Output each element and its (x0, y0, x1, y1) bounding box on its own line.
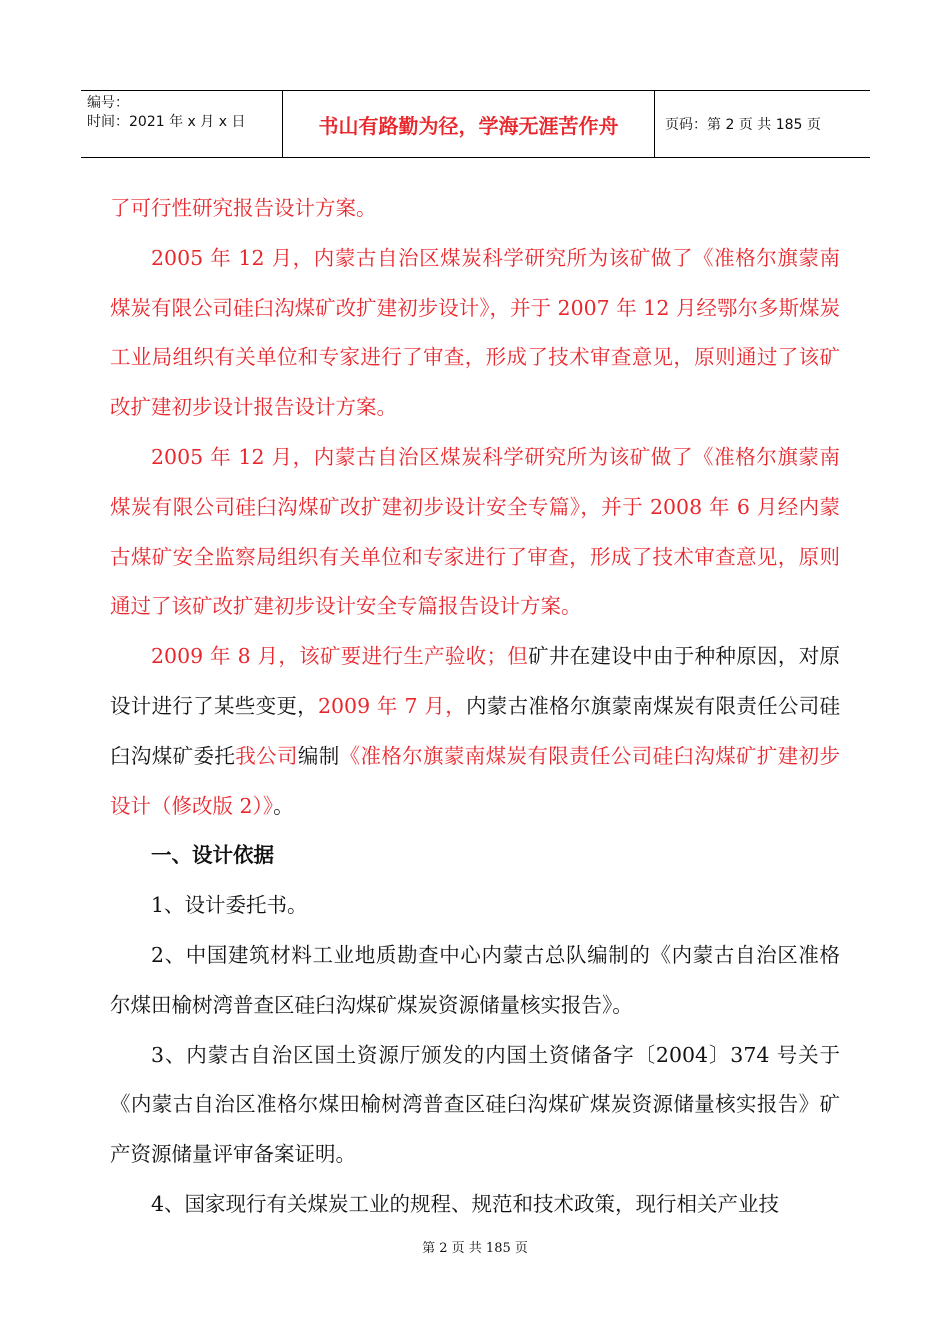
list-item: 3、内蒙古自治区国土资源厅颁发的内国土资储备字〔2004〕374 号关于《内蒙古自治区准格尔煤田榆树湾普查区硅臼沟煤矿煤炭资源储量核实报告》矿产资源储量评审备案证明。 (110, 1042, 840, 1167)
page-info-text: 页码：第 2 页 共 185 页 (665, 117, 821, 133)
number-label: 编号： (87, 95, 129, 111)
commission-date-text: 2009 年 7 月， (317, 693, 466, 718)
document-header (81, 90, 870, 158)
footer-page-number: 第 2 页 共 185 页 (422, 1241, 528, 1256)
header-meta (81, 91, 282, 157)
time-label: 时间：2021 年 x 月 x 日 (87, 114, 246, 130)
client-text: 内蒙古准格尔旗蒙南煤炭有限责任公司硅臼沟煤矿委托 (110, 693, 841, 768)
paragraph-revision (110, 632, 840, 831)
period-text: 。 (273, 793, 294, 818)
list-item: 1、设计委托书。 (151, 893, 308, 918)
header-motto (282, 91, 655, 157)
paragraph-preliminary-design: 2005 年 12 月，内蒙古自治区煤炭科学研究所为该矿做了《准格尔旗蒙南煤炭有限公司硅臼沟煤矿改扩建初步设计》，并于 2007 年 12 月经鄂尔多斯煤炭工业局组织有关单位和专家进行了审查，形成了技术审查意见，原则通过了该矿改扩建初步设计报告设计方案。 (110, 245, 840, 420)
page-footer (0, 1237, 950, 1256)
paragraph-continuation: 了可行性研究报告设计方案。 (110, 196, 377, 220)
document-body (110, 184, 840, 1230)
list-item: 2、中国建筑材料工业地质勘查中心内蒙古总队编制的《内蒙古自治区准格尔煤田榆树湾普查区硅臼沟煤矿煤炭资源储量核实报告》。 (110, 942, 840, 1017)
header-page-info (655, 91, 870, 157)
revision-reason-text: 矿井在建设中由于种种原因，对原设计进行了某些变更， (110, 644, 841, 718)
paragraph-safety-design: 2005 年 12 月，内蒙古自治区煤炭科学研究所为该矿做了《准格尔旗蒙南煤炭有限公司硅臼沟煤矿改扩建初步设计安全专篇》，并于 2008 年 6 月经内蒙古煤矿安全监察局组织有关单位和专家进行了审查，形成了技术审查意见，原则通过了该矿改扩建初步设计安全专篇报告设计方案。 (110, 444, 840, 619)
company-text: 我公司 (235, 743, 298, 768)
motto-text: 书山有路勤为径，学海无涯苦作舟 (318, 113, 619, 138)
compile-text: 编制 (297, 743, 340, 768)
section-heading-design-basis: 一、设计依据 (151, 843, 274, 868)
design-title-text: 《准格尔旗蒙南煤炭有限责任公司硅臼沟煤矿扩建初步设计（修改版 2）》 (110, 743, 841, 818)
list-item: 4、国家现行有关煤炭工业的规程、规范和技术政策，现行相关产业技 (151, 1191, 780, 1216)
revision-date-text: 2009 年 8 月，该矿要进行生产验收；但 (151, 644, 529, 669)
